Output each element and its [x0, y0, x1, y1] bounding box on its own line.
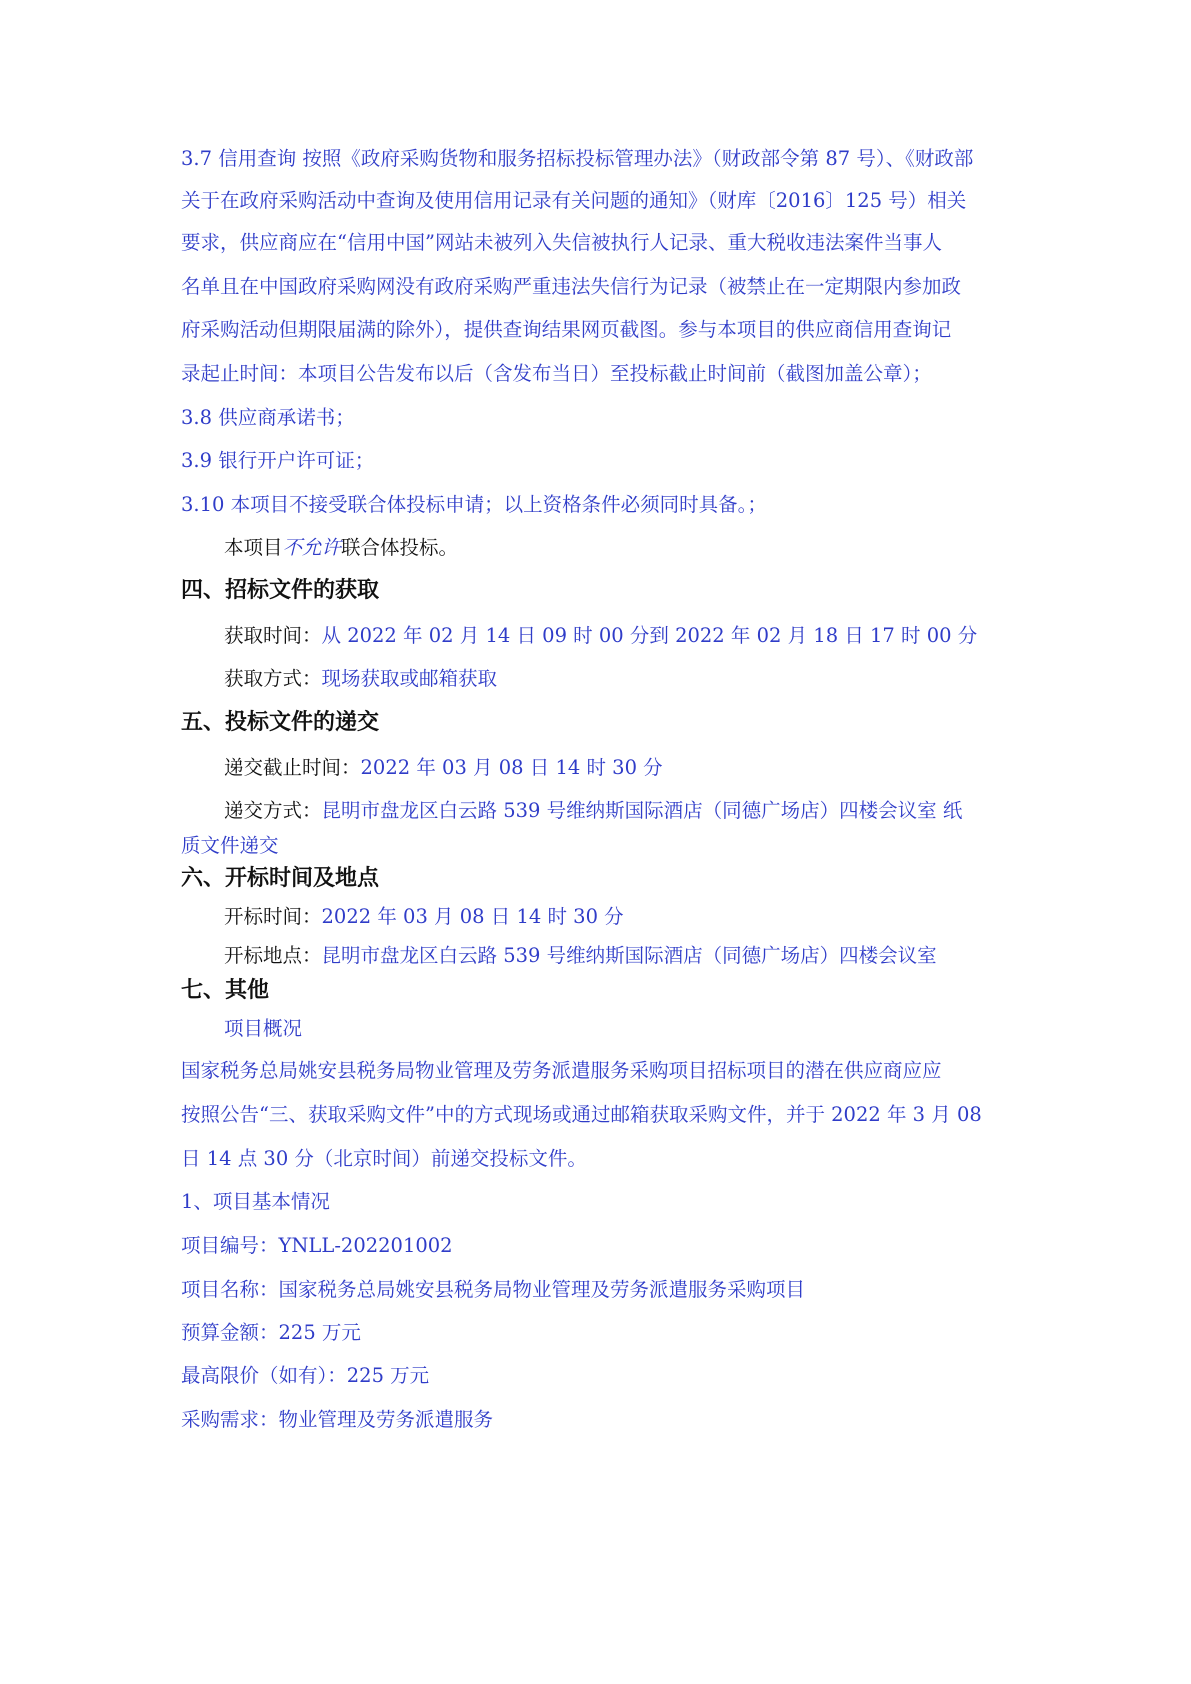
section4-method [224, 666, 1064, 692]
consortium-prefix: 本项目 [224, 536, 283, 559]
section5-method-label: 递交方式： [224, 799, 322, 822]
consortium-suffix: 联合体投标。 [341, 536, 459, 559]
section6-place [224, 943, 1064, 969]
section5-deadline-label: 递交截止时间： [224, 756, 361, 779]
section5-method [224, 798, 1064, 824]
item-3-9: 3.9 银行开户许可证； [181, 449, 375, 472]
section6-place-label: 开标地点： [224, 944, 322, 967]
item-3-8: 3.8 供应商承诺书； [181, 406, 355, 429]
section6-place-value: 昆明市盘龙区白云路 539 号维纳斯国际酒店（同德广场店）四楼会议室 [321, 944, 937, 967]
credit-query-line-2: 关于在政府采购活动中查询及使用信用记录有关问题的通知》（财库〔2016〕125 号）相关 [181, 189, 967, 212]
section4-method-value: 现场获取或邮箱获取 [321, 667, 498, 690]
project-name: 项目名称：国家税务总局姚安县税务局物业管理及劳务派遣服务采购项目 [181, 1278, 806, 1301]
section5-deadline [224, 755, 1064, 781]
overview-line-2: 按照公告“三、获取采购文件”中的方式现场或通过邮箱获取采购文件，并于 2022 年 3 月 08 [181, 1103, 982, 1126]
section5-method-value: 昆明市盘龙区白云路 539 号维纳斯国际酒店（同德广场店）四楼会议室 纸 [321, 799, 963, 822]
item-3-10: 3.10 本项目不接受联合体投标申请；以上资格条件必须同时具备。； [181, 493, 767, 516]
overview-line-3: 日 14 点 30 分（北京时间）前递交投标文件。 [181, 1147, 587, 1170]
section5-heading: 五、投标文件的递交 [181, 710, 380, 735]
credit-query-line-1: 3.7 信用查询 按照《政府采购货物和服务招标投标管理办法》（财政部令第 87 号）、《财政部 [181, 147, 974, 170]
basic-info-title: 1、项目基本情况 [181, 1190, 330, 1213]
overview-line-1: 国家税务总局姚安县税务局物业管理及劳务派遣服务采购项目招标项目的潜在供应商应应 [181, 1059, 942, 1082]
consortium-value: 不允许 [282, 536, 342, 559]
overview-title: 项目概况 [224, 1017, 303, 1040]
credit-query-line-5: 府采购活动但期限届满的除外），提供查询结果网页截图。参与本项目的供应商信用查询记 [181, 318, 952, 341]
section6-time-value: 2022 年 03 月 08 日 14 时 30 分 [321, 905, 624, 928]
procurement-demand: 采购需求：物业管理及劳务派遣服务 [181, 1408, 494, 1431]
credit-query-line-3: 要求，供应商应在“信用中国”网站未被列入失信被执行人记录、重大税收违法案件当事人 [181, 231, 942, 254]
credit-query-line-4: 名单且在中国政府采购网没有政府采购严重违法失信行为记录（被禁止在一定期限内参加政 [181, 275, 962, 298]
section5-deadline-value: 2022 年 03 月 08 日 14 时 30 分 [360, 756, 663, 779]
section6-time-label: 开标时间： [224, 905, 322, 928]
section6-time [224, 904, 1064, 930]
section7-heading: 七、其他 [181, 978, 270, 1003]
credit-query-line-6: 录起止时间：本项目公告发布以后（含发布当日）至投标截止时间前（截图加盖公章）； [181, 362, 932, 385]
section4-heading: 四、招标文件的获取 [181, 578, 380, 603]
section4-method-label: 获取方式： [224, 667, 322, 690]
section4-time-value: 从 2022 年 02 月 14 日 09 时 00 分到 2022 年 02 月 18 日 17 时 00 分 [321, 624, 978, 647]
budget-amount: 预算金额：225 万元 [181, 1321, 361, 1344]
project-number: 项目编号：YNLL-202201002 [181, 1234, 453, 1257]
section6-heading: 六、开标时间及地点 [181, 866, 380, 891]
section5-method-continued: 质文件递交 [181, 834, 279, 857]
section4-time-label: 获取时间： [224, 624, 322, 647]
max-price: 最高限价（如有）：225 万元 [181, 1364, 430, 1387]
section4-time [224, 623, 1064, 649]
consortium-statement [224, 535, 1064, 561]
